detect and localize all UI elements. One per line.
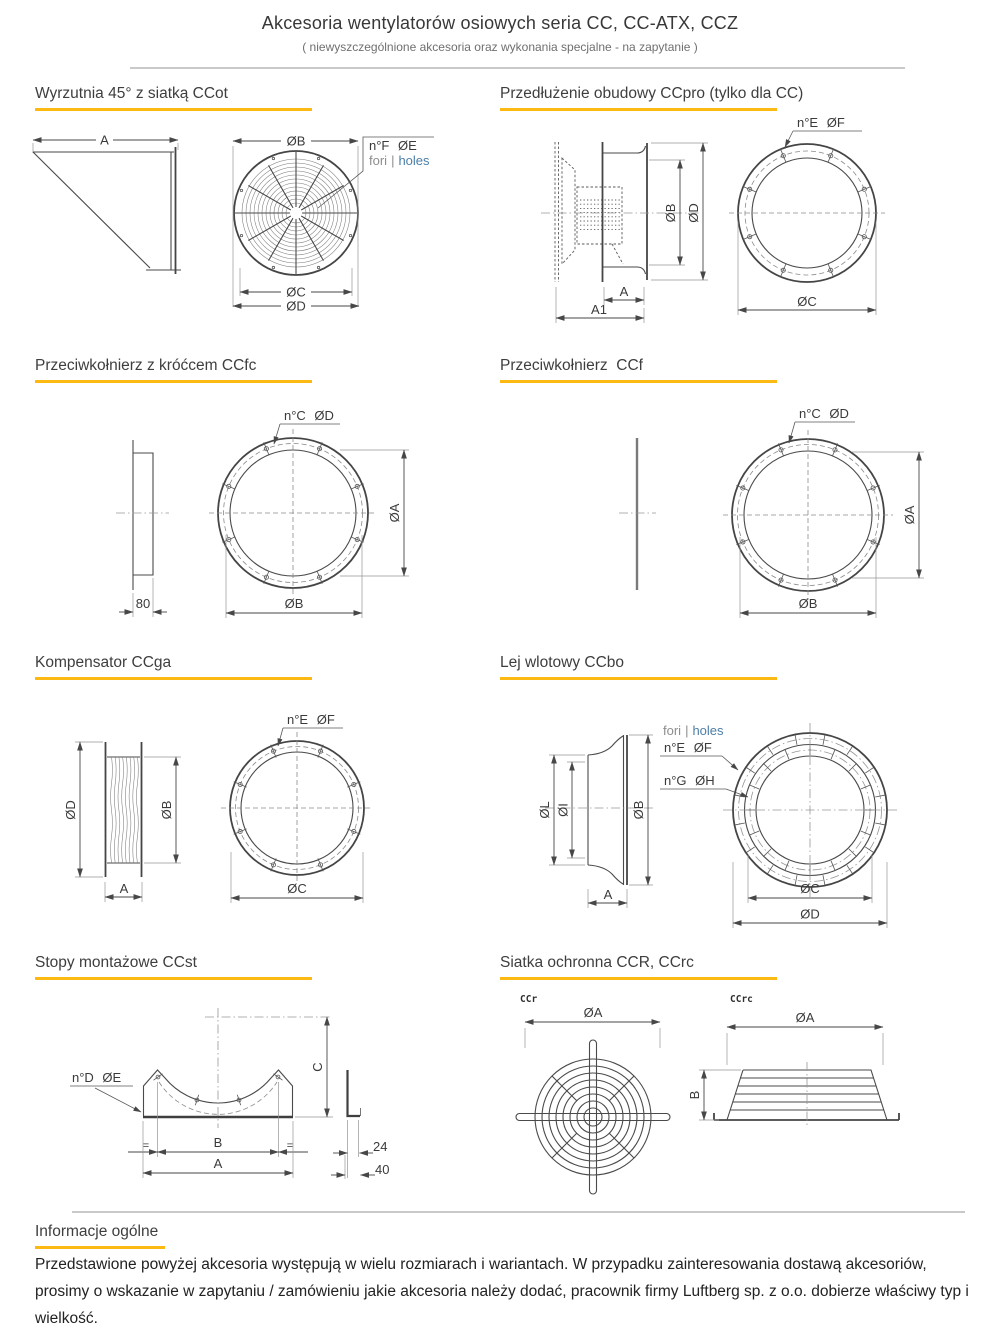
dim-label-ob: ØB [631,800,646,820]
dim-label-od: ØD [800,906,820,922]
dim-label-a: A [100,132,109,148]
ccr-drawing [500,985,990,1200]
flange-ring-part [738,144,876,282]
mounting-foot-dims [128,1017,333,1178]
dim-label-ob: ØB [798,596,818,611]
dim-label-ob: ØB [159,800,174,820]
dim-label-oa: ØA [583,1005,603,1020]
ccga-drawing [50,702,470,920]
double-flange-ring-part [831,861,835,870]
equal-mark-right: = [286,1140,294,1152]
dim-label-oa: ØA [387,503,402,523]
bellows-part [118,757,120,863]
dim-label-ol: ØL [537,801,552,819]
double-flange-ring-part [823,875,825,885]
dim-label-od: ØD [63,800,78,820]
dim-label-oc: ØC [287,881,307,896]
ccf-drawing [555,395,985,640]
dim-label-a: A [119,881,129,896]
fan-mesh-part [272,266,274,268]
holes-label: n°E ØF [287,712,335,727]
ccst-drawing [45,1000,475,1200]
bellows-part [111,757,113,863]
wire-grille-part [609,1133,634,1158]
dim-label-oc: ØC [800,881,820,896]
holes-label-outer: n°E ØF [664,740,712,755]
section-title-ccpro: Przedłużenie obudowy CCpro (tylko dla CC) [500,85,777,111]
double-flange-ring-part [767,865,773,873]
wire-grille-part [577,1101,609,1133]
wire-grille-part [584,1108,602,1126]
variant-label-ccr: CCr [520,994,538,1005]
inlet-cone-callouts [660,723,748,797]
bellows-part [125,757,127,863]
double-flange-ring-part [750,831,759,835]
footer-title: Informacje ogólne [35,1223,165,1249]
flange-ring [723,430,893,600]
dim-label-24: 24 [373,1139,388,1154]
fan-mesh-part [272,157,274,159]
double-flange-ring-part [767,746,773,754]
fori-holes-label: fori | holes [369,153,430,168]
dim-label-od: ØD [686,203,701,223]
fan-mesh [234,151,358,275]
fan-mesh-part [317,157,319,159]
mounting-foot-profile-view [331,1070,389,1179]
double-flange-ring-part [785,750,789,759]
dim-label-oi: ØI [555,803,571,817]
wire-grille [516,1040,670,1194]
dim-label-oa: ØA [902,505,917,525]
dim-label-b: B [687,1090,702,1100]
fan-mesh-part [317,266,319,268]
holes-label: n°D ØE [72,1070,122,1085]
dim-label-40: 40 [375,1162,390,1177]
dim-label-a: A [603,887,613,902]
double-flange-ring-part [795,875,797,885]
outlet-45-side-view [33,133,181,275]
counterflange-stub-front-view [209,408,409,618]
bellows-part [114,757,116,863]
dim-label-oc: ØC [797,294,817,309]
inlet-cone-front-view [723,723,897,928]
section-title-ccr: Siatka ochronna CCR, CCrc [500,954,777,980]
section-title-ccga: Kompensator CCga [35,654,312,680]
dim-label-oa: ØA [795,1010,815,1025]
double-flange-ring-part [750,785,759,789]
double-flange-ring-part [865,847,873,853]
double-flange-ring-part [831,750,835,759]
ccbo-drawing [505,702,985,935]
wire-grille-part [552,1076,577,1101]
dim-label-ob: ØB [286,133,306,149]
section-title-ccbo: Lej wlotowy CCbo [500,654,777,680]
dim-label-a: A [213,1156,223,1171]
ccot-drawing [25,112,465,347]
fori-holes-label: fori | holes [663,723,724,738]
double-flange-ring-part [746,847,754,853]
flange-ring [209,429,377,597]
counterflange-stub-side-view [116,440,169,617]
dim-label-80: 80 [135,596,151,611]
holes-label: n°C ØD [799,406,849,421]
wire-grille-part [590,1040,597,1194]
ccfc-drawing [55,395,485,640]
dim-label-a1: A1 [591,302,607,317]
top-divider [130,67,905,69]
mounting-foot-callout [70,1070,141,1112]
holes-label: n°C ØD [284,408,334,423]
dim-label-b: B [213,1135,223,1150]
outlet-45-front-view [233,134,359,314]
housing-extension-side-view [541,142,708,323]
double-flange-ring-part [861,785,870,789]
wire-grille-part [552,1133,577,1158]
wire-grille-part [609,1076,634,1101]
section-title-ccf: Przeciwkołnierz CCf [500,357,777,383]
holes-label: n°E ØF [797,115,845,130]
footer-text: Przedstawione powyżej akcesoria występują w wielu rozmiarach i wariantach. W przypadku zainteresowania dostawą akcesoriów, prosimy o wskazanie w zapytaniu / zamówieniu jakie akcesoria należy dodać, pracownik firmy Luftberg sp. z o.o. dobierze właściwy typ i wielkość. [35,1256,969,1327]
section-title-ccot: Wyrzutnia 45° z siatką CCot [35,85,312,111]
holes-label-inner: n°G ØH [664,773,715,788]
section-title-ccst: Stopy montażowe CCst [35,954,312,980]
dim-label-ob: ØB [284,596,304,611]
mounting-foot-front-view [143,1008,332,1128]
fan-mesh-part [349,234,351,236]
double-flange-ring-part [785,861,789,870]
compensator-side-view [63,742,181,902]
wire-grille-part [516,1114,670,1121]
counterflange-side-view [619,438,656,590]
fan-mesh-part [349,189,351,191]
compensator-front-view [221,712,373,903]
bellows-part [137,757,139,863]
dim-label-od: ØD [286,298,306,314]
housing-extension-front-view [729,115,885,315]
double-flange-ring [723,723,897,897]
bellows [111,757,139,863]
page-subtitle: ( niewyszczególnione akcesoria oraz wykonania specjalne - na zapytanie ) [302,40,698,54]
equal-mark-left: = [142,1140,150,1152]
bellows-part [122,757,124,863]
dim-label-ob: ØB [663,203,678,223]
holes-label: n°F ØE [369,138,417,153]
variant-label-ccrc: CCrc [730,994,753,1005]
flange-ring [221,732,373,884]
bellows-part [133,757,135,863]
dim-label-c: C [310,1062,325,1072]
bottom-divider [72,1211,965,1213]
section-title-ccfc: Przeciwkołnierz z króćcem CCfc [35,357,312,383]
double-flange-ring-part [746,767,754,773]
page-title: Akcesoria wentylatorów osiowych seria CC, CC-ATX, CCZ [261,13,739,33]
double-flange-ring-part [861,831,870,835]
fan-mesh-part [240,234,242,236]
counterflange-front-view [723,406,924,618]
guard-flat-view [516,1005,670,1194]
inlet-cone-side-view [537,735,655,908]
guard-cone-view [687,1010,899,1128]
holes-callout [318,137,434,208]
ccpro-drawing [495,108,990,348]
dim-label-a: A [619,284,629,299]
double-flange-ring-part [865,767,873,773]
double-flange-ring-part [847,865,853,873]
dim-label-oc: ØC [286,284,306,300]
fan-mesh-part [240,189,242,191]
double-flange-ring-part [847,746,853,754]
bellows-part [129,757,131,863]
flange-ring [729,144,885,282]
